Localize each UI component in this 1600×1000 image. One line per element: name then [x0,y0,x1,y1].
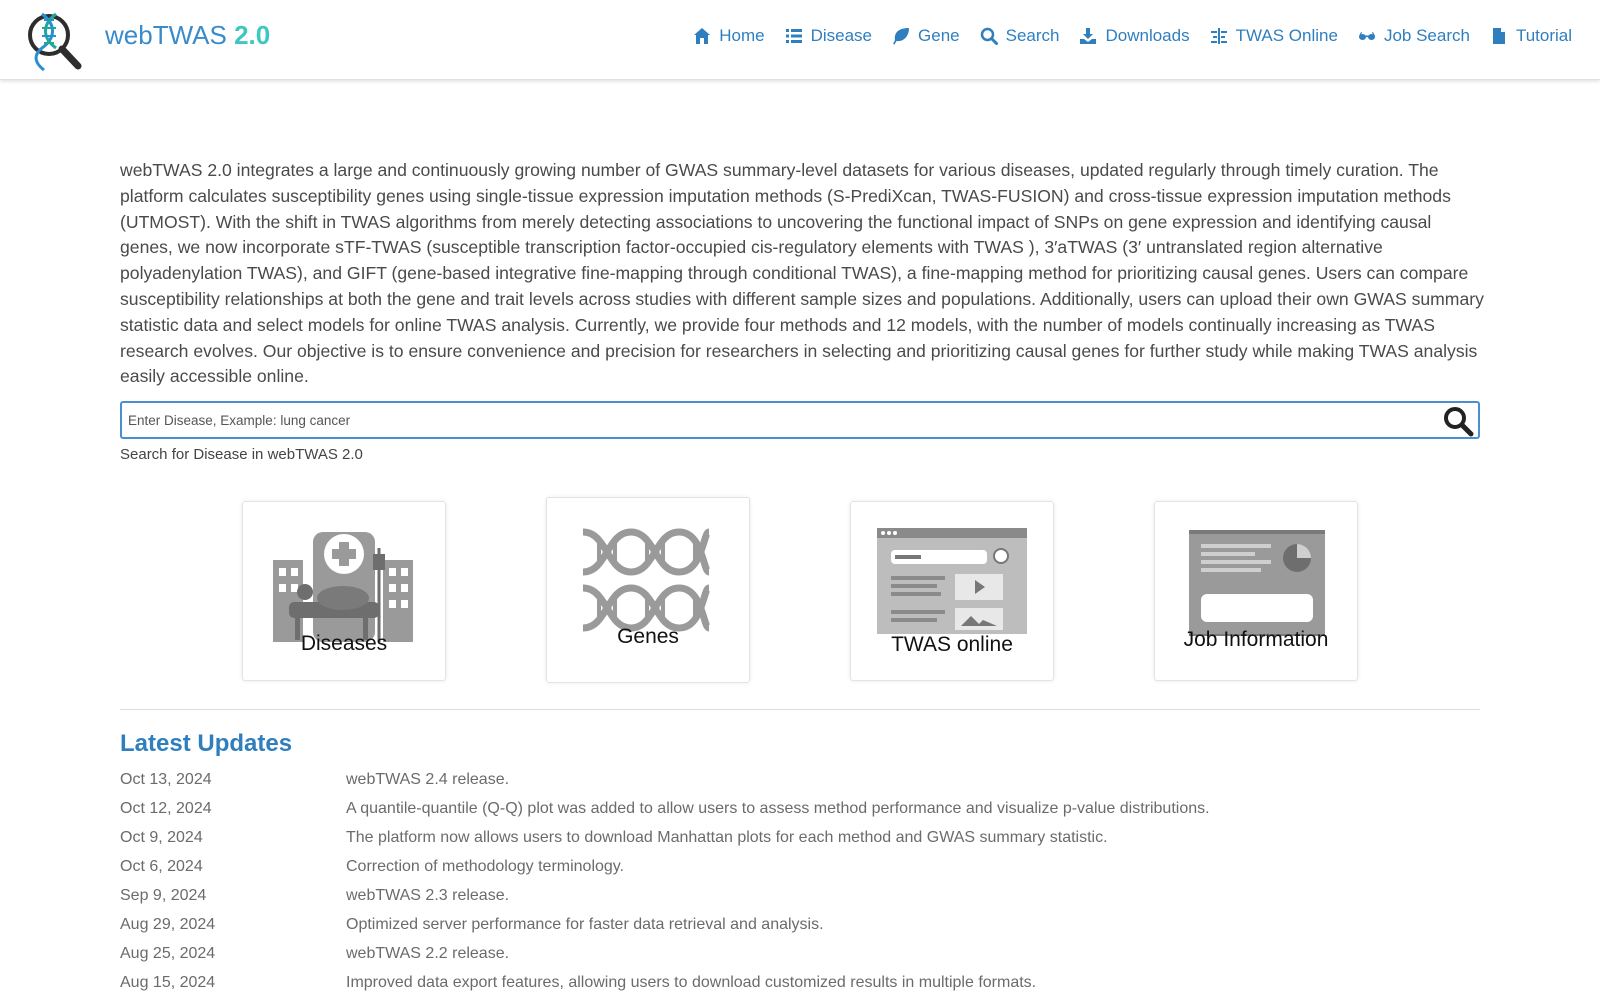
diseases-card[interactable] [242,501,446,681]
list-icon [785,27,803,45]
nav-home-label: Home [719,26,765,45]
align-icon [1210,27,1228,45]
home-icon [693,27,711,45]
nav-tutorial[interactable] [1490,26,1572,46]
nav-gene[interactable] [892,26,960,46]
update-text: webTWAS 2.3 release. [346,886,510,904]
genes-card-label: Genes [617,625,679,648]
list-item [120,794,1480,823]
update-date: Aug 25, 2024 [120,944,216,962]
list-item [120,765,1480,794]
intro-paragraph: webTWAS 2.0 integrates a large and continuously growing number of GWAS summary-level datasets for various diseases, updated regularly through timely curation. The platform calculates susceptibility genes using single-tissue expression imputation methods (S-PrediXcan, TWAS-FUSION) and cross-tissue expression imputation methods (UTMOST). With the shift in TWAS algorithms from merely detecting associations to uncovering the functional impact of SNPs on gene expression and identifying causal genes, we now incorporate sTF-TWAS (susceptible transcription factor-occupied cis-regulatory elements with TWAS ), 3′aTWAS (3′ untranslated region alternative polyadenylation TWAS), and GIFT (gene-based integrative fine-mapping through conditional TWAS), a fine-mapping method for prioritizing causal genes. Users can compare susceptibility relationships at both the gene and trait levels across studies with different sample sizes and populations. Additionally, users can upload their own GWAS summary statistic data and select models for online TWAS analysis. Currently, we provide four methods and 12 models, with the number of models continually increasing as TWAS research evolves. Our objective is to ensure convenience and precision for researchers in selecting and prioritizing causal genes for further study while making TWAS analysis easily accessible online. [120,160,1484,387]
disease-search-box [120,401,1480,439]
update-text: A quantile-quantile (Q-Q) plot was added to allow users to assess method performance and visualize p-value distributions. [346,799,1210,817]
download-icon [1079,27,1097,45]
nav-disease-label: Disease [810,26,873,45]
update-text: The platform now allows users to download Manhattan plots for each method and GWAS summary statistic. [346,828,1108,846]
update-text: webTWAS 2.2 release. [346,944,510,962]
latest-updates-title: Latest Updates [120,730,293,757]
diseases-card-label: Diseases [300,632,388,655]
update-text: Optimized server performance for faster data retrieval and analysis. [346,915,824,933]
nav-job-search[interactable] [1358,26,1470,46]
list-item [120,939,1480,968]
list-item [120,910,1480,939]
nav-downloads[interactable] [1079,26,1189,46]
update-text: Improved data export features, allowing users to download customized results in multiple formats. [346,973,1037,991]
update-date: Oct 13, 2024 [120,770,212,788]
nav-tutorial-label: Tutorial [1515,26,1572,45]
twas-online-card-label: TWAS online [891,633,1013,656]
job-information-card-label: Job Information [1183,628,1329,651]
update-date: Aug 29, 2024 [120,915,216,933]
brand-name: webTWAS [105,20,227,50]
eyeglasses-icon [1358,27,1376,45]
nav-twas-online-label: TWAS Online [1235,26,1338,45]
search-caption: Search for Disease in webTWAS 2.0 [120,446,363,463]
update-date: Sep 9, 2024 [120,886,207,904]
list-item [120,881,1480,910]
nav-search-label: Search [1005,26,1060,45]
list-item [120,823,1480,852]
update-date: Aug 15, 2024 [120,973,216,991]
update-date: Oct 9, 2024 [120,828,203,846]
section-divider [120,709,1480,710]
disease-search-input[interactable] [128,407,1408,433]
genes-card[interactable] [546,497,750,683]
update-date: Oct 12, 2024 [120,799,212,817]
job-information-card[interactable] [1154,501,1358,681]
nav-gene-label: Gene [918,26,960,45]
report-icon [1155,502,1359,682]
dna-icon [547,498,751,684]
list-item [120,968,1480,997]
nav-search[interactable] [980,26,1060,46]
nav-job-search-label: Job Search [1383,26,1470,45]
updates-list [120,765,1480,997]
twas-online-card[interactable] [850,501,1054,681]
leaf-icon [892,27,910,45]
search-submit-icon[interactable] [1442,405,1474,437]
update-text: Correction of methodology terminology. [346,857,625,875]
nav-home[interactable] [693,26,764,46]
update-date: Oct 6, 2024 [120,857,203,875]
main-nav [673,26,1572,46]
file-icon [1490,27,1508,45]
nav-twas-online[interactable] [1210,26,1338,46]
nav-downloads-label: Downloads [1105,26,1190,45]
update-text: webTWAS 2.4 release. [346,770,510,788]
search-icon [980,27,998,45]
nav-disease[interactable] [785,26,872,46]
list-item [120,852,1480,881]
dna-magnifier-logo-icon[interactable] [22,8,84,72]
site-brand[interactable] [105,20,270,51]
top-navbar [0,0,1600,80]
brand-version: 2.0 [234,20,271,50]
